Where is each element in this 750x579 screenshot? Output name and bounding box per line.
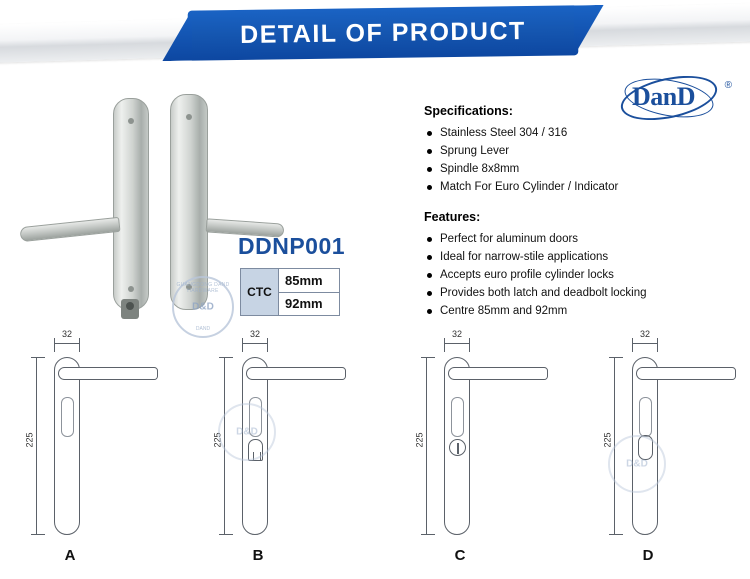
list-item: Perfect for aluminum doors xyxy=(424,230,734,248)
height-dimension-line xyxy=(36,357,37,535)
watermark-center-text: D&D xyxy=(626,458,648,470)
product-photo xyxy=(10,80,240,332)
watermark-top-text: GUANGDONG DAND HARDWARE xyxy=(176,282,230,294)
screw-hole-top xyxy=(128,118,134,124)
width-dimension-label: 32 xyxy=(639,329,650,339)
drawing-lever-outline xyxy=(636,367,736,380)
watermark-center-text: D&D xyxy=(192,301,214,313)
page-title: DETAIL OF PRODUCT xyxy=(239,17,527,49)
width-dimension-line xyxy=(444,343,470,344)
watermark-bottom-text: DAND xyxy=(195,326,211,332)
list-item: Accepts euro profile cylinder locks xyxy=(424,266,734,284)
registered-trademark-icon: ® xyxy=(724,80,732,91)
list-item: Stainless Steel 304 / 316 xyxy=(424,124,734,142)
height-dimension-label: 225 xyxy=(414,432,425,448)
height-dimension-label: 225 xyxy=(24,432,35,448)
specifications-block xyxy=(424,104,734,196)
screw-hole-bottom xyxy=(128,286,134,292)
drawing-caption-c: C xyxy=(454,547,466,564)
drawing-d xyxy=(578,329,750,579)
features-block xyxy=(424,210,734,320)
height-dimension-line xyxy=(426,357,427,535)
watermark-drawing xyxy=(608,435,666,493)
drawing-plate-slot xyxy=(61,397,74,437)
width-dimension-line xyxy=(54,343,80,344)
height-dimension-label: 225 xyxy=(212,432,223,448)
height-dimension-label: 225 xyxy=(602,432,613,448)
drawing-plate-outline xyxy=(54,357,80,535)
list-item: Match For Euro Cylinder / Indicator xyxy=(424,178,734,196)
drawing-c xyxy=(390,329,578,579)
features-list xyxy=(424,230,734,320)
logo-wordmark: DanD xyxy=(632,82,696,111)
watermark-photo xyxy=(172,276,234,338)
page-header xyxy=(0,0,750,72)
list-item: Centre 85mm and 92mm xyxy=(424,302,734,320)
model-number: DDNP001 xyxy=(238,233,346,259)
handle-lever-left xyxy=(19,217,120,242)
drawing-caption-b: B xyxy=(252,547,264,564)
drawing-plate-slot xyxy=(639,397,652,437)
width-dimension-label: 32 xyxy=(451,329,462,339)
specifications-title: Specifications: xyxy=(424,104,513,118)
list-item: Provides both latch and deadbolt locking xyxy=(424,284,734,302)
ctc-value-2: 92mm xyxy=(279,292,340,316)
drawing-lever-outline xyxy=(58,367,158,380)
watermark-drawing xyxy=(218,403,276,461)
drawing-a xyxy=(0,329,188,579)
features-title: Features: xyxy=(424,210,481,224)
width-dimension-line xyxy=(632,343,658,344)
ctc-table xyxy=(240,268,340,316)
width-dimension-label: 32 xyxy=(61,329,72,339)
indicator-turn-icon xyxy=(449,439,466,456)
list-item: Ideal for narrow-stile applications xyxy=(424,248,734,266)
drawing-plate-slot xyxy=(451,397,464,437)
drawing-caption-a: A xyxy=(64,547,76,564)
ctc-value-1: 85mm xyxy=(279,269,340,293)
width-dimension-line xyxy=(242,343,268,344)
ctc-header-label: CTC xyxy=(241,269,279,316)
list-item: Sprung Lever xyxy=(424,142,734,160)
screw-hole-top-back xyxy=(186,114,192,120)
specifications-list xyxy=(424,124,734,196)
euro-keyhole xyxy=(121,299,139,319)
drawing-caption-d: D xyxy=(642,547,654,564)
handle-plate-front xyxy=(113,98,149,310)
width-dimension-label: 32 xyxy=(249,329,260,339)
watermark-center-text: D&D xyxy=(236,426,258,438)
drawing-lever-outline xyxy=(246,367,346,380)
table-row xyxy=(241,269,340,293)
drawing-lever-outline xyxy=(448,367,548,380)
list-item: Spindle 8x8mm xyxy=(424,160,734,178)
